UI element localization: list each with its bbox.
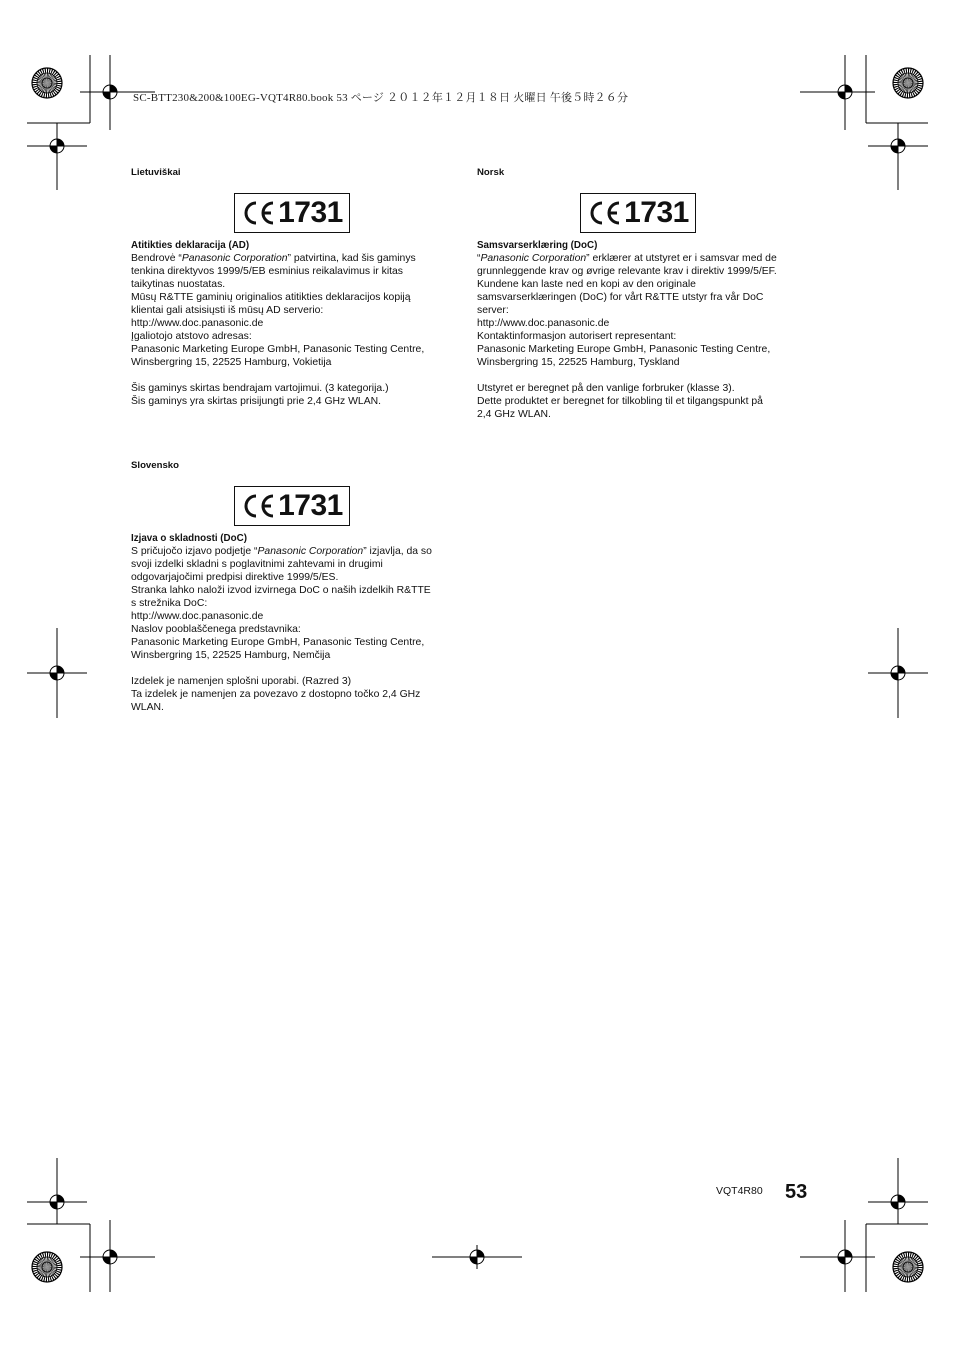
- text-segment: ” erklærer at utstyret er i samsvar med de: [586, 253, 777, 264]
- declaration-line: http://www.doc.panasonic.de: [131, 611, 264, 622]
- notified-body-number: 1731: [278, 196, 343, 229]
- printer-target-icon: [32, 1252, 62, 1282]
- declaration-line: server:: [477, 305, 509, 316]
- registration-crosshair-icon: [465, 1245, 489, 1269]
- registration-crosshair-icon: [98, 80, 122, 104]
- text-segment: Bendrovė “: [131, 253, 182, 264]
- declaration-line: tenkina direktyvos 1999/5/EB esminius reikalavimus ir kitas: [131, 266, 404, 277]
- registration-crosshair-icon: [833, 1245, 857, 1269]
- company-name: Panasonic Corporation: [257, 546, 364, 557]
- declaration-line: http://www.doc.panasonic.de: [131, 318, 264, 329]
- declaration-line: taikytinas nuostatas.: [131, 279, 226, 290]
- declaration-line: Naslov pooblaščenega predstavnika:: [131, 624, 301, 635]
- registration-crosshair-icon: [45, 1190, 69, 1214]
- declaration-heading: Atitikties deklaracija (AD): [131, 240, 250, 251]
- declaration-line: http://www.doc.panasonic.de: [477, 318, 610, 329]
- notified-body-number: 1731: [278, 489, 343, 522]
- declaration-line: grunnleggende krav og øvrige relevante krav i direktiv 1999/5/EF.: [477, 266, 777, 277]
- usage-line: Utstyret er beregnet på den vanlige forbruker (klasse 3).: [477, 383, 735, 394]
- text-segment: “: [477, 253, 481, 264]
- page-number: 53: [785, 1181, 808, 1203]
- declaration-line: Panasonic Marketing Europe GmbH, Panasonic Testing Centre,: [131, 344, 425, 355]
- usage-line: Izdelek je namenjen splošni uporabi. (Razred 3): [131, 676, 352, 687]
- declaration-line: Winsbergring 15, 22525 Hamburg, Nemčija: [131, 650, 331, 661]
- declaration-heading: Izjava o skladnosti (DoC): [131, 533, 247, 544]
- usage-line: Ta izdelek je namenjen za povezavo z dostopno točko 2,4 GHz: [131, 689, 421, 700]
- declaration-line: Įgaliotojo atstovo adresas:: [131, 331, 252, 342]
- section-title: Slovensko: [131, 460, 179, 471]
- declaration-line: svoji izdelki skladni s poglavitnimi zahtevami in drugimi: [131, 559, 383, 570]
- declaration-line: Stranka lahko naloži izvod izvirnega DoC o naših izdelkih R&TTE: [131, 585, 431, 596]
- usage-line: WLAN.: [131, 702, 164, 713]
- declaration-line: Kundene kan laste ned en kopi av den originale: [477, 279, 696, 290]
- text-segment: S pričujočo izjavo podjetje “: [131, 546, 258, 557]
- declaration-line: Mūsų R&TTE gaminių originalios atitikties deklaracijos kopiją: [131, 292, 411, 303]
- declaration-line: Panasonic Marketing Europe GmbH, Panasonic Testing Centre,: [477, 344, 771, 355]
- declaration-line: Panasonic Marketing Europe GmbH, Panasonic Testing Centre,: [131, 637, 425, 648]
- section-title: Norsk: [477, 167, 505, 178]
- registration-crosshair-icon: [45, 134, 69, 158]
- printer-target-icon: [32, 68, 62, 98]
- text-segment: ” izjavlja, da so: [363, 546, 432, 557]
- declaration-line: Winsbergring 15, 22525 Hamburg, Vokietija: [131, 357, 332, 368]
- registration-crosshair-icon: [833, 80, 857, 104]
- company-name: Panasonic Corporation: [480, 253, 587, 264]
- declaration-heading: Samsvarserklæring (DoC): [477, 240, 598, 251]
- registration-crosshair-icon: [886, 661, 910, 685]
- declaration-line: Kontaktinformasjon autorisert representant:: [477, 331, 677, 342]
- usage-line: Dette produktet er beregnet for tilkobling til et tilgangspunkt på: [477, 396, 763, 407]
- printer-target-icon: [893, 68, 923, 98]
- declaration-line: s strežnika DoC:: [131, 598, 208, 609]
- section-title: Lietuviškai: [131, 167, 181, 178]
- declaration-line: klientai gali atsisiųsti iš mūsų AD serverio:: [131, 305, 324, 316]
- registration-crosshair-icon: [886, 134, 910, 158]
- text-segment: ” patvirtina, kad šis gaminys: [287, 253, 416, 264]
- registration-crosshair-icon: [98, 1245, 122, 1269]
- company-name: Panasonic Corporation: [181, 253, 288, 264]
- document-code: VQT4R80: [716, 1185, 763, 1197]
- usage-line: 2,4 GHz WLAN.: [477, 409, 551, 420]
- registration-crosshair-icon: [886, 1190, 910, 1214]
- declaration-line: odgovarjajočimi predpisi direktive 1999/5/ES.: [131, 572, 339, 583]
- notified-body-number: 1731: [624, 196, 689, 229]
- registration-crosshair-icon: [45, 661, 69, 685]
- usage-line: Šis gaminys yra skirtas prisijungti prie 2,4 GHz WLAN.: [131, 396, 382, 407]
- printer-target-icon: [893, 1252, 923, 1282]
- print-header: SC-BTT230&200&100EG-VQT4R80.book 53 ページ ２０１２年１２月１８日 火曜日 午後５時２６分: [133, 92, 629, 104]
- declaration-line: Winsbergring 15, 22525 Hamburg, Tyskland: [477, 357, 680, 368]
- usage-line: Šis gaminys skirtas bendrajam vartojimui. (3 kategorija.): [131, 383, 389, 394]
- declaration-line: samsvarserklæringen (DoC) for vårt R&TTE utstyr fra vår DoC: [477, 292, 764, 303]
